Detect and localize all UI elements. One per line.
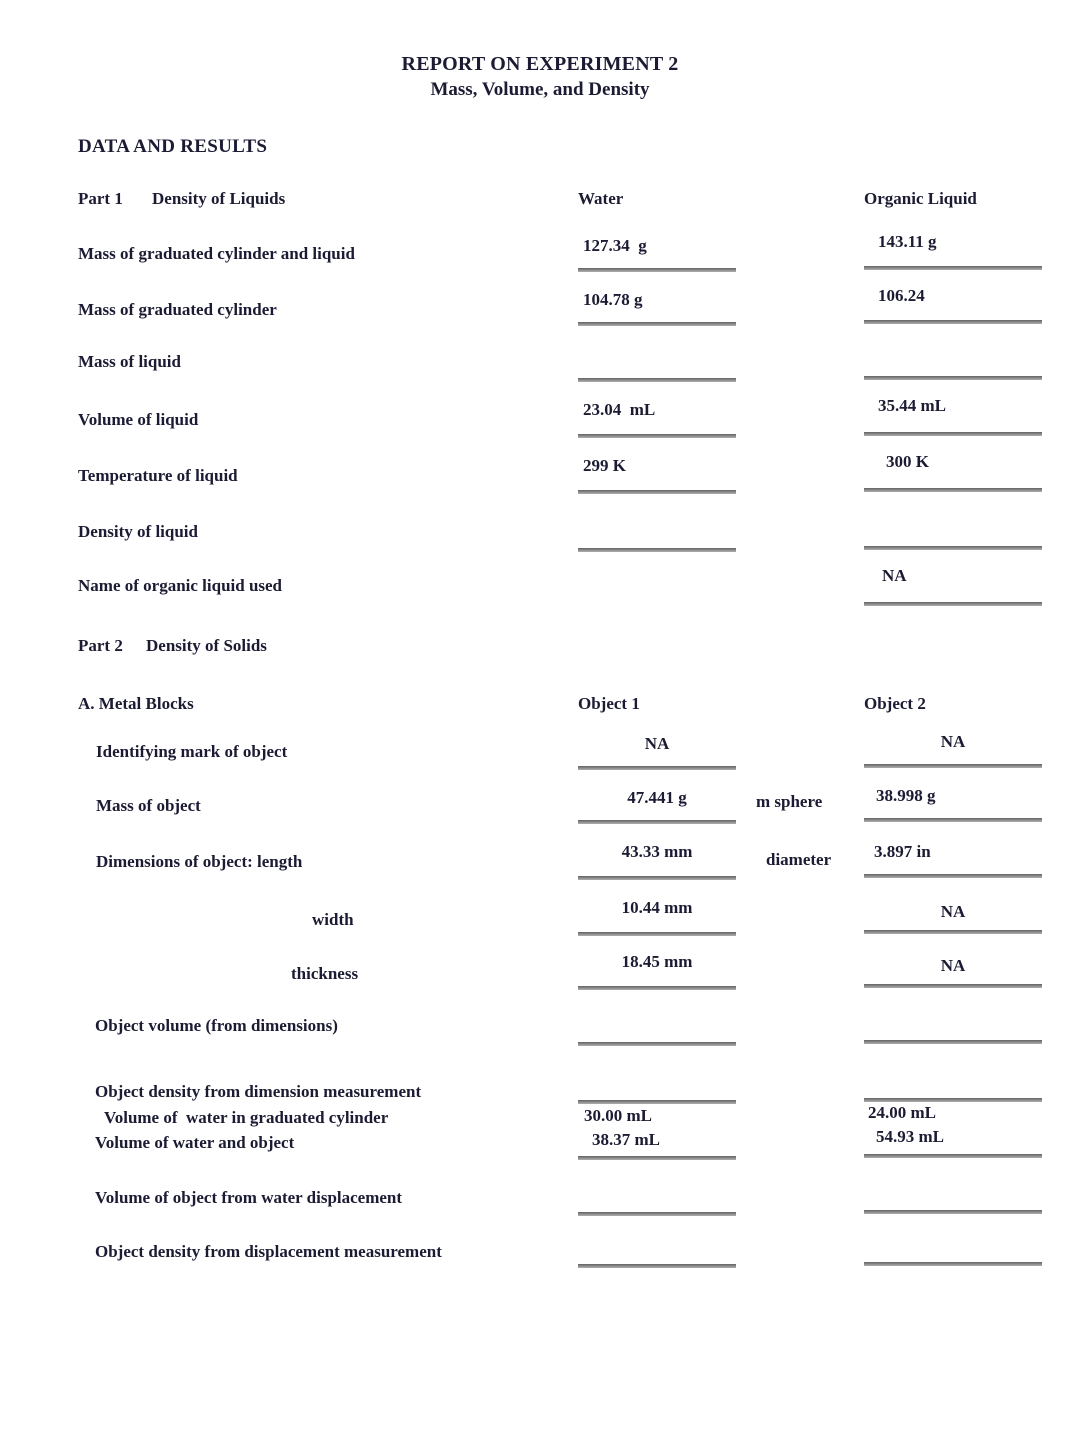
answer-line <box>864 320 1042 324</box>
subsection-heading-metal-blocks: A. Metal Blocks <box>78 694 194 713</box>
row-label: width <box>312 910 354 929</box>
field-value-object2: 38.998 g <box>876 786 936 805</box>
field-value-object2: NA <box>940 732 966 751</box>
answer-line <box>864 1040 1042 1044</box>
row-label: Density of liquid <box>78 522 198 541</box>
answer-line <box>578 1100 736 1104</box>
row-label: Temperature of liquid <box>78 466 238 485</box>
answer-line <box>864 930 1042 934</box>
report-subtitle: Mass, Volume, and Density <box>430 79 650 100</box>
answer-line <box>578 378 736 382</box>
row-label: Mass of liquid <box>78 352 181 371</box>
answer-line <box>864 432 1042 436</box>
field-value-object1: 30.00 mL <box>584 1106 652 1125</box>
answer-line <box>864 764 1042 768</box>
row-label: Dimensions of object: length <box>96 852 303 871</box>
row-label: Volume of object from water displacement <box>95 1188 403 1207</box>
answer-line <box>578 1264 736 1268</box>
column-header-object-2: Object 2 <box>864 694 926 713</box>
field-value-object2: NA <box>940 902 966 921</box>
column-header-water: Water <box>578 189 624 208</box>
row-label: Identifying mark of object <box>96 742 288 761</box>
column-header-organic-liquid: Organic Liquid <box>864 189 977 208</box>
field-value-object1: NA <box>644 734 670 753</box>
answer-line <box>864 818 1042 822</box>
field-value-water: 104.78 g <box>583 290 643 309</box>
answer-line <box>578 820 736 824</box>
mid-annotation-m-sphere: m sphere <box>756 792 823 811</box>
part2-heading-title: Density of Solids <box>146 636 267 655</box>
field-value-water: 23.04 mL <box>583 400 656 419</box>
answer-line <box>864 376 1042 380</box>
row-label: Object density from displacement measurement <box>95 1242 442 1261</box>
row-label: Mass of object <box>96 796 201 815</box>
row-label: Object density from dimension measurement <box>95 1082 422 1101</box>
field-value-object1: 38.37 mL <box>592 1130 660 1149</box>
part1-heading-title: Density of Liquids <box>152 189 286 208</box>
answer-line <box>864 1262 1042 1266</box>
row-label: Mass of graduated cylinder <box>78 300 277 319</box>
field-value-object1: 43.33 mm <box>621 842 693 861</box>
answer-line <box>578 1212 736 1216</box>
answer-line <box>578 876 736 880</box>
answer-line <box>578 986 736 990</box>
section-heading-data-and-results: DATA AND RESULTS <box>78 136 268 157</box>
answer-line <box>864 1098 1042 1102</box>
answer-line <box>864 1154 1042 1158</box>
field-value-organic: 300 K <box>886 452 929 471</box>
row-label: Mass of graduated cylinder and liquid <box>78 244 355 263</box>
field-value-water: 127.34 g <box>583 236 647 255</box>
answer-line <box>578 932 736 936</box>
answer-line <box>578 268 736 272</box>
row-label: Name of organic liquid used <box>78 576 283 595</box>
mid-annotation-diameter: diameter <box>766 850 832 869</box>
answer-line <box>864 1210 1042 1214</box>
answer-line <box>578 548 736 552</box>
field-value-object1: 47.441 g <box>627 788 687 807</box>
field-value-object1: 10.44 mm <box>621 898 693 917</box>
answer-line <box>864 984 1042 988</box>
answer-line <box>578 322 736 326</box>
field-value-water: 299 K <box>583 456 626 475</box>
field-value-object2: 54.93 mL <box>876 1127 944 1146</box>
answer-line <box>578 1156 736 1160</box>
field-value-organic: 35.44 mL <box>878 396 946 415</box>
part2-heading-label: Part 2 <box>78 636 123 655</box>
row-label: Volume of water in graduated cylinder <box>104 1108 389 1127</box>
row-label: Volume of water and object <box>95 1133 295 1152</box>
column-header-object-1: Object 1 <box>578 694 640 713</box>
part1-heading-label: Part 1 <box>78 189 123 208</box>
field-value-object2: 24.00 mL <box>868 1103 936 1122</box>
field-value-organic: 143.11 g <box>878 232 937 251</box>
row-label: thickness <box>291 964 359 983</box>
answer-line <box>578 490 736 494</box>
answer-line <box>864 488 1042 492</box>
field-value-object1: 18.45 mm <box>621 952 693 971</box>
field-value-organic: 106.24 <box>878 286 925 305</box>
answer-line <box>864 546 1042 550</box>
answer-line <box>864 602 1042 606</box>
answer-line <box>864 266 1042 270</box>
answer-line <box>578 434 736 438</box>
row-label: Object volume (from dimensions) <box>95 1016 338 1035</box>
answer-line <box>578 1042 736 1046</box>
field-value-object2: NA <box>940 956 966 975</box>
answer-line <box>864 874 1042 878</box>
report-title: REPORT ON EXPERIMENT 2 <box>401 53 679 75</box>
answer-line <box>578 766 736 770</box>
row-label: Volume of liquid <box>78 410 199 429</box>
field-value-organic: NA <box>882 566 907 585</box>
field-value-object2: 3.897 in <box>874 842 931 861</box>
